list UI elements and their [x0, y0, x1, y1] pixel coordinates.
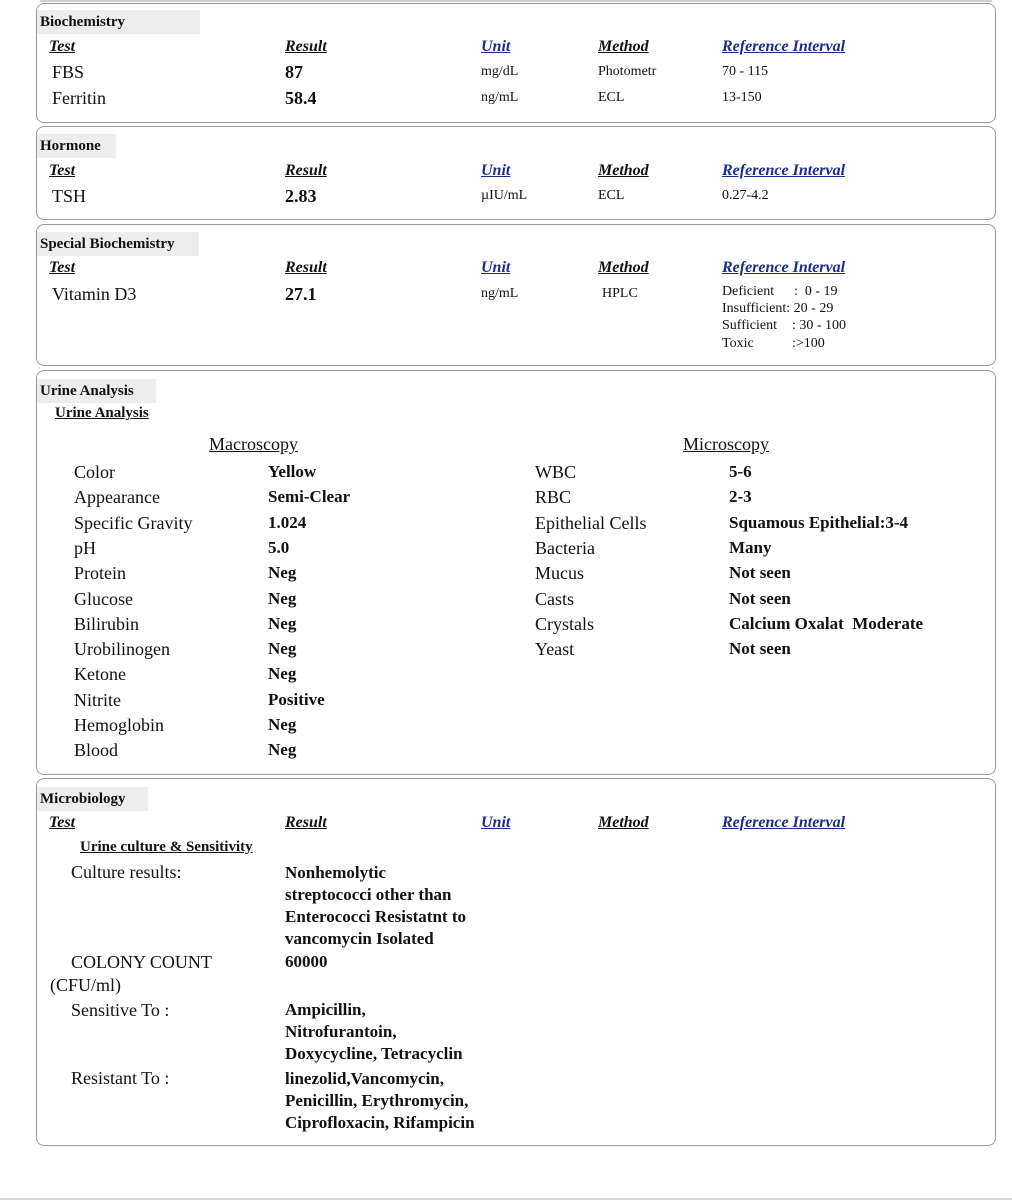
col-method-header: Method [598, 162, 649, 179]
microscopy-label: Mucus [535, 563, 584, 584]
microscopy-label: Bacteria [535, 537, 595, 558]
col-reference-header: Reference Interval [722, 814, 846, 831]
microscopy-label: Casts [535, 588, 575, 609]
colony-count-value: 60000 [285, 952, 328, 971]
test-result: 2.83 [285, 186, 317, 206]
macroscopy-label: pH [74, 537, 96, 558]
test-method: ECL [598, 90, 625, 105]
col-unit-header: Unit [481, 259, 511, 276]
sensitive-to-label: Sensitive To : [71, 1000, 170, 1020]
macroscopy-label: Protein [74, 563, 126, 584]
macroscopy-label: Ketone [74, 664, 126, 685]
test-name: FBS [52, 62, 85, 82]
reference-line [722, 301, 833, 317]
reference-line [722, 336, 825, 352]
urine-analysis-title: Urine Analysis [37, 379, 156, 403]
special-biochemistry-title: Special Biochemistry [37, 232, 199, 256]
reference-sep: : [792, 336, 796, 351]
reference-value: 0 - 19 [804, 284, 838, 299]
test-unit: ng/mL [481, 90, 519, 105]
col-test-header: Test [49, 38, 76, 55]
test-unit: mg/dL [481, 64, 519, 79]
top-border [40, 0, 992, 2]
col-reference-header: Reference Interval [722, 259, 846, 276]
microscopy-value: Not seen [729, 639, 791, 659]
resistant-line: Penicillin, Erythromycin, [285, 1091, 469, 1110]
macroscopy-value: Neg [268, 740, 297, 760]
microscopy-label: Crystals [535, 613, 595, 634]
macroscopy-value: Neg [268, 563, 297, 583]
col-test-header: Test [49, 259, 76, 276]
macroscopy-value: Yellow [268, 462, 317, 481]
macroscopy-value: Neg [268, 664, 297, 684]
test-unit: ng/mL [481, 286, 519, 301]
macroscopy-label: Specific Gravity [74, 512, 193, 533]
reference-label: Deficient [722, 284, 775, 299]
microscopy-value: Squamous Epithelial:3-4 [729, 512, 909, 532]
macroscopy-label: Nitrite [74, 689, 121, 710]
macroscopy-value: 1.024 [268, 512, 307, 532]
culture-results-label: Culture results: [71, 862, 182, 882]
resistant-line: linezolid,Vancomycin, [285, 1069, 444, 1088]
reference-sep: : [792, 318, 796, 333]
macroscopy-value: Neg [268, 613, 297, 633]
microscopy-title: Microscopy [683, 434, 769, 454]
macroscopy-value: Neg [268, 715, 297, 734]
col-unit-header: Unit [481, 162, 511, 179]
col-result-header: Result [285, 814, 327, 831]
col-unit-header: Unit [481, 814, 511, 831]
resistant-to-label: Resistant To : [71, 1068, 170, 1088]
microscopy-value: Not seen [729, 563, 791, 583]
colony-count-label: COLONY COUNT [71, 952, 212, 972]
urine-analysis-subtitle: Urine Analysis [55, 405, 149, 421]
reference-label: Insufficient: [722, 301, 791, 316]
test-reference: 13-150 [722, 90, 762, 105]
macroscopy-label: Hemoglobin [74, 715, 164, 735]
microscopy-value: Calcium Oxalat Moderate [729, 613, 924, 633]
reference-label: Toxic [722, 336, 754, 351]
reference-line [722, 284, 838, 300]
col-result-header: Result [285, 38, 327, 55]
microscopy-label: Epithelial Cells [535, 512, 647, 533]
test-unit: µIU/mL [481, 188, 528, 203]
culture-results-value [285, 862, 466, 950]
col-reference-header: Reference Interval [722, 38, 846, 55]
macroscopy-label: Glucose [74, 588, 133, 609]
colony-count-unit-label: (CFU/ml) [50, 975, 122, 995]
test-method: HPLC [602, 286, 638, 301]
test-reference: 0.27-4.2 [722, 188, 769, 203]
test-result: 87 [285, 62, 303, 82]
test-name: Ferritin [52, 88, 106, 108]
sensitive-line: Doxycycline, Tetracyclin [285, 1044, 463, 1063]
test-result: 58.4 [285, 88, 317, 108]
col-method-header: Method [598, 38, 649, 55]
macroscopy-value: Positive [268, 689, 325, 709]
col-method-header: Method [598, 259, 649, 276]
reference-value: >100 [795, 336, 825, 351]
col-result-header: Result [285, 162, 327, 179]
test-name: TSH [52, 186, 87, 206]
col-reference-header: Reference Interval [722, 162, 846, 179]
sensitive-line: Ampicillin, [285, 1000, 366, 1019]
reference-value: 20 - 29 [793, 301, 834, 316]
macroscopy-label: Bilirubin [74, 613, 140, 634]
macroscopy-label: Color [74, 462, 116, 482]
resistant-to-value [285, 1068, 475, 1134]
sensitive-line: Nitrofurantoin, [285, 1022, 397, 1041]
hormone-panel [36, 126, 996, 220]
col-test-header: Test [49, 814, 76, 831]
test-method: Photometr [598, 64, 657, 79]
macroscopy-value: 5.0 [268, 537, 290, 557]
test-method: ECL [598, 188, 625, 203]
reference-value: 30 - 100 [799, 318, 847, 333]
hormone-title: Hormone [37, 134, 116, 158]
macroscopy-value: Neg [268, 588, 297, 608]
col-test-header: Test [49, 162, 76, 179]
urine-analysis-panel [36, 370, 996, 775]
test-reference: 70 - 115 [722, 64, 769, 79]
macroscopy-label: Blood [74, 740, 119, 761]
col-method-header: Method [598, 814, 649, 831]
test-name: Vitamin D3 [52, 284, 137, 304]
macroscopy-label: Appearance [74, 487, 160, 508]
microscopy-label: WBC [535, 462, 577, 482]
macroscopy-title: Macroscopy [209, 434, 298, 454]
col-unit-header: Unit [481, 38, 511, 55]
microscopy-value: 2-3 [729, 487, 752, 507]
culture-line: Enterococci Resistatnt to [285, 907, 466, 926]
macroscopy-value: Semi-Clear [268, 487, 351, 507]
culture-subtitle: Urine culture & Sensitivity [80, 839, 253, 855]
reference-label: Sufficient [722, 318, 777, 333]
macroscopy-label: Urobilinogen [74, 639, 170, 660]
microscopy-label: RBC [535, 487, 572, 508]
test-result: 27.1 [285, 284, 317, 304]
microbiology-title: Microbiology [37, 787, 148, 811]
reference-line [722, 318, 846, 334]
culture-line: Nonhemolytic [285, 863, 387, 882]
culture-line: vancomycin Isolated [285, 929, 434, 948]
biochemistry-title: Biochemistry [37, 10, 200, 34]
reference-sep: : [794, 284, 798, 299]
sensitive-to-value [285, 999, 463, 1065]
microscopy-value: 5-6 [729, 462, 752, 481]
microscopy-value: Many [729, 537, 772, 557]
culture-line: streptococci other than [285, 885, 452, 904]
microscopy-value: Not seen [729, 588, 791, 608]
microscopy-label: Yeast [535, 639, 575, 660]
resistant-line: Ciprofloxacin, Rifampicin [285, 1113, 475, 1132]
col-result-header: Result [285, 259, 327, 276]
macroscopy-value: Neg [268, 639, 297, 659]
